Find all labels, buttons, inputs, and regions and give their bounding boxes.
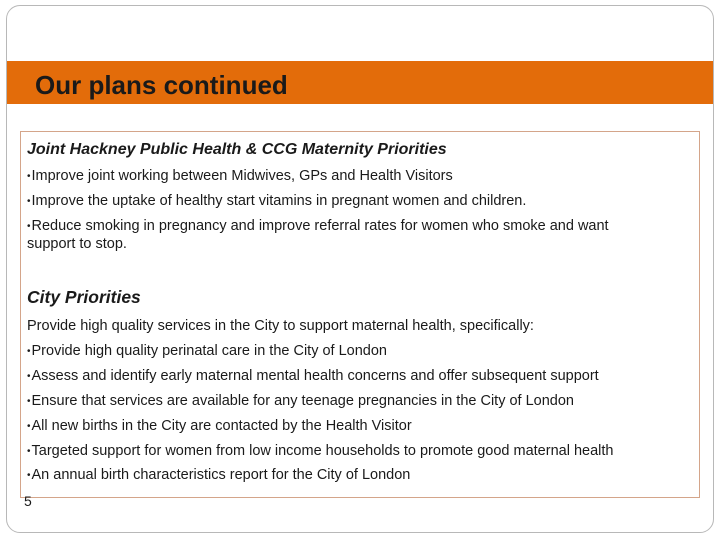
list-item: •Targeted support for women from low income households to promote good maternal health bbox=[27, 443, 614, 459]
slide-title: Our plans continued bbox=[35, 70, 288, 100]
section-heading-hackney: Joint Hackney Public Health & CCG Maternity Priorities bbox=[27, 141, 447, 158]
section-intro: Provide high quality services in the City to support maternal health, specifically: bbox=[27, 318, 534, 334]
slide-number: 5 bbox=[24, 493, 32, 509]
list-item: •An annual birth characteristics report for the City of London bbox=[27, 467, 411, 483]
bullet-icon: • bbox=[27, 220, 31, 232]
bullet-icon: • bbox=[27, 469, 31, 481]
bullet-icon: • bbox=[27, 195, 31, 207]
list-item: •Provide high quality perinatal care in the City of London bbox=[27, 343, 387, 359]
bullet-icon: • bbox=[27, 170, 31, 182]
list-item-continuation: support to stop. bbox=[27, 236, 127, 252]
list-item: •Improve the uptake of healthy start vitamins in pregnant women and children. bbox=[27, 193, 527, 209]
bullet-icon: • bbox=[27, 445, 31, 457]
section-heading-city: City Priorities bbox=[27, 287, 141, 307]
list-item: •All new births in the City are contacted by the Health Visitor bbox=[27, 418, 412, 434]
bullet-icon: • bbox=[27, 345, 31, 357]
bullet-icon: • bbox=[27, 370, 31, 382]
bullet-icon: • bbox=[27, 395, 31, 407]
bullet-icon: • bbox=[27, 420, 31, 432]
list-item: •Ensure that services are available for any teenage pregnancies in the City of London bbox=[27, 393, 574, 409]
list-item: •Assess and identify early maternal mental health concerns and offer subsequent support bbox=[27, 368, 599, 384]
list-item: •Reduce smoking in pregnancy and improve referral rates for women who smoke and want bbox=[27, 218, 609, 234]
list-item: •Improve joint working between Midwives, GPs and Health Visitors bbox=[27, 168, 453, 184]
